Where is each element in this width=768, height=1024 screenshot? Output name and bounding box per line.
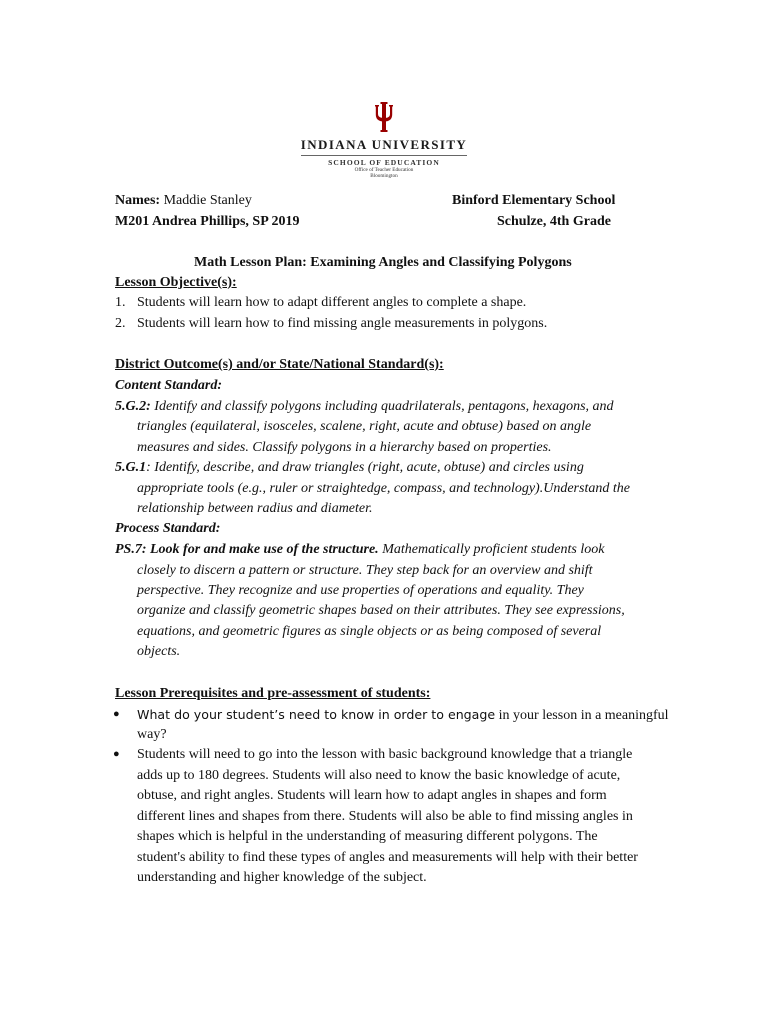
standard-ps7-text: objects. — [137, 644, 181, 659]
standard-5g2-code: 5.G.2: — [115, 399, 151, 414]
standard-5g1-line — [115, 458, 584, 477]
standard-5g2-line — [115, 397, 614, 416]
bullet-icon: ● — [113, 748, 120, 760]
standard-ps7-text: closely to discern a pattern or structure. They step back for an overview and shift — [137, 563, 593, 578]
names-value: Maddie Stanley — [160, 193, 252, 208]
names-label: Names: — [115, 193, 161, 208]
standard-ps7-code: PS.7: Look for and make use of the structure. — [115, 542, 379, 557]
standard-5g1-text: appropriate tools (e.g., ruler or straightedge, compass, and technology).Understand the — [137, 481, 630, 496]
prereq-answer-text: different lines and shapes from there. Students will also be able to find missing angles in — [137, 809, 633, 824]
campus-city: Bloomington — [370, 173, 398, 179]
standard-ps7-text: equations, and geometric figures as single objects or as being composed of several — [137, 624, 602, 639]
bullet-icon: ● — [113, 708, 120, 720]
standard-5g1-text: : Identify, describe, and draw triangles (right, acute, obtuse) and circles using — [146, 460, 584, 475]
prereq-answer-text: shapes which is helpful in the understanding of measuring different polygons. The — [137, 829, 598, 844]
objective-text: Students will learn how to find missing angle measurements in polygons. — [137, 316, 548, 331]
logo-divider — [301, 155, 467, 156]
content-standard-label: Content Standard: — [115, 378, 222, 393]
standard-ps7-text: organize and classify geometric shapes based on their attributes. They see expressions, — [137, 603, 625, 618]
process-standard-label: Process Standard: — [115, 521, 221, 536]
prereq-question-sans: What do your student’s need to know in order to engage — [137, 707, 496, 722]
standard-5g2-text: measures and sides. Classify polygons in a hierarchy based on properties. — [137, 440, 552, 455]
prereq-answer-text: obtuse, and right angles. Students will learn how to adapt angles in shapes and form — [137, 788, 607, 803]
standard-ps7-text: perspective. They recognize and use properties of operations and equality. They — [137, 583, 584, 598]
iu-logo — [0, 102, 768, 179]
prereq-answer-text: student's ability to find these types of angles and measurements will help with their better — [137, 850, 638, 865]
office-name: Office of Teacher Education — [354, 167, 414, 173]
standard-ps7-line — [115, 540, 604, 559]
standard-5g1-text: relationship between radius and diameter. — [137, 501, 373, 516]
school-name: Binford Elementary School — [452, 193, 616, 208]
standards-heading: District Outcome(s) and/or State/National Standard(s): — [115, 357, 444, 372]
lesson-title: Math Lesson Plan: Examining Angles and Classifying Polygons — [194, 255, 572, 270]
trident-icon — [374, 102, 394, 132]
standard-ps7-text: Mathematically proficient students look — [378, 542, 605, 557]
prereq-answer-text: adds up to 180 degrees. Students will also need to know the basic knowledge of acute, — [137, 768, 621, 783]
prereq-question-serif: in your lesson in a meaningful — [495, 708, 669, 723]
standard-5g2-text: Identify and classify polygons including quadrilaterals, pentagons, hexagons, and — [150, 399, 614, 414]
prerequisites-heading: Lesson Prerequisites and pre-assessment of students: — [115, 686, 431, 701]
standard-5g1-code: 5.G.1 — [115, 460, 147, 475]
objectives-heading: Lesson Objective(s): — [115, 275, 237, 290]
names-line — [115, 191, 252, 210]
teacher-grade: Schulze, 4th Grade — [497, 214, 611, 229]
prereq-question-line — [137, 705, 669, 725]
standard-5g2-text: triangles (equilateral, isosceles, scalene, right, acute and obtuse) based on angle — [137, 419, 592, 434]
objective-number: 2. — [115, 316, 126, 331]
prereq-answer-text: Students will need to go into the lesson with basic background knowledge that a triangle — [137, 747, 633, 762]
university-name: INDIANA UNIVERSITY — [300, 137, 468, 152]
prereq-question-line2: way? — [137, 727, 167, 742]
course-info: M201 Andrea Phillips, SP 2019 — [115, 214, 300, 229]
objective-number: 1. — [115, 295, 126, 310]
school-of-education: SCHOOL OF EDUCATION — [328, 158, 440, 167]
prereq-answer-text: understanding and higher knowledge of the subject. — [137, 870, 427, 885]
objective-text: Students will learn how to adapt different angles to complete a shape. — [137, 295, 527, 310]
